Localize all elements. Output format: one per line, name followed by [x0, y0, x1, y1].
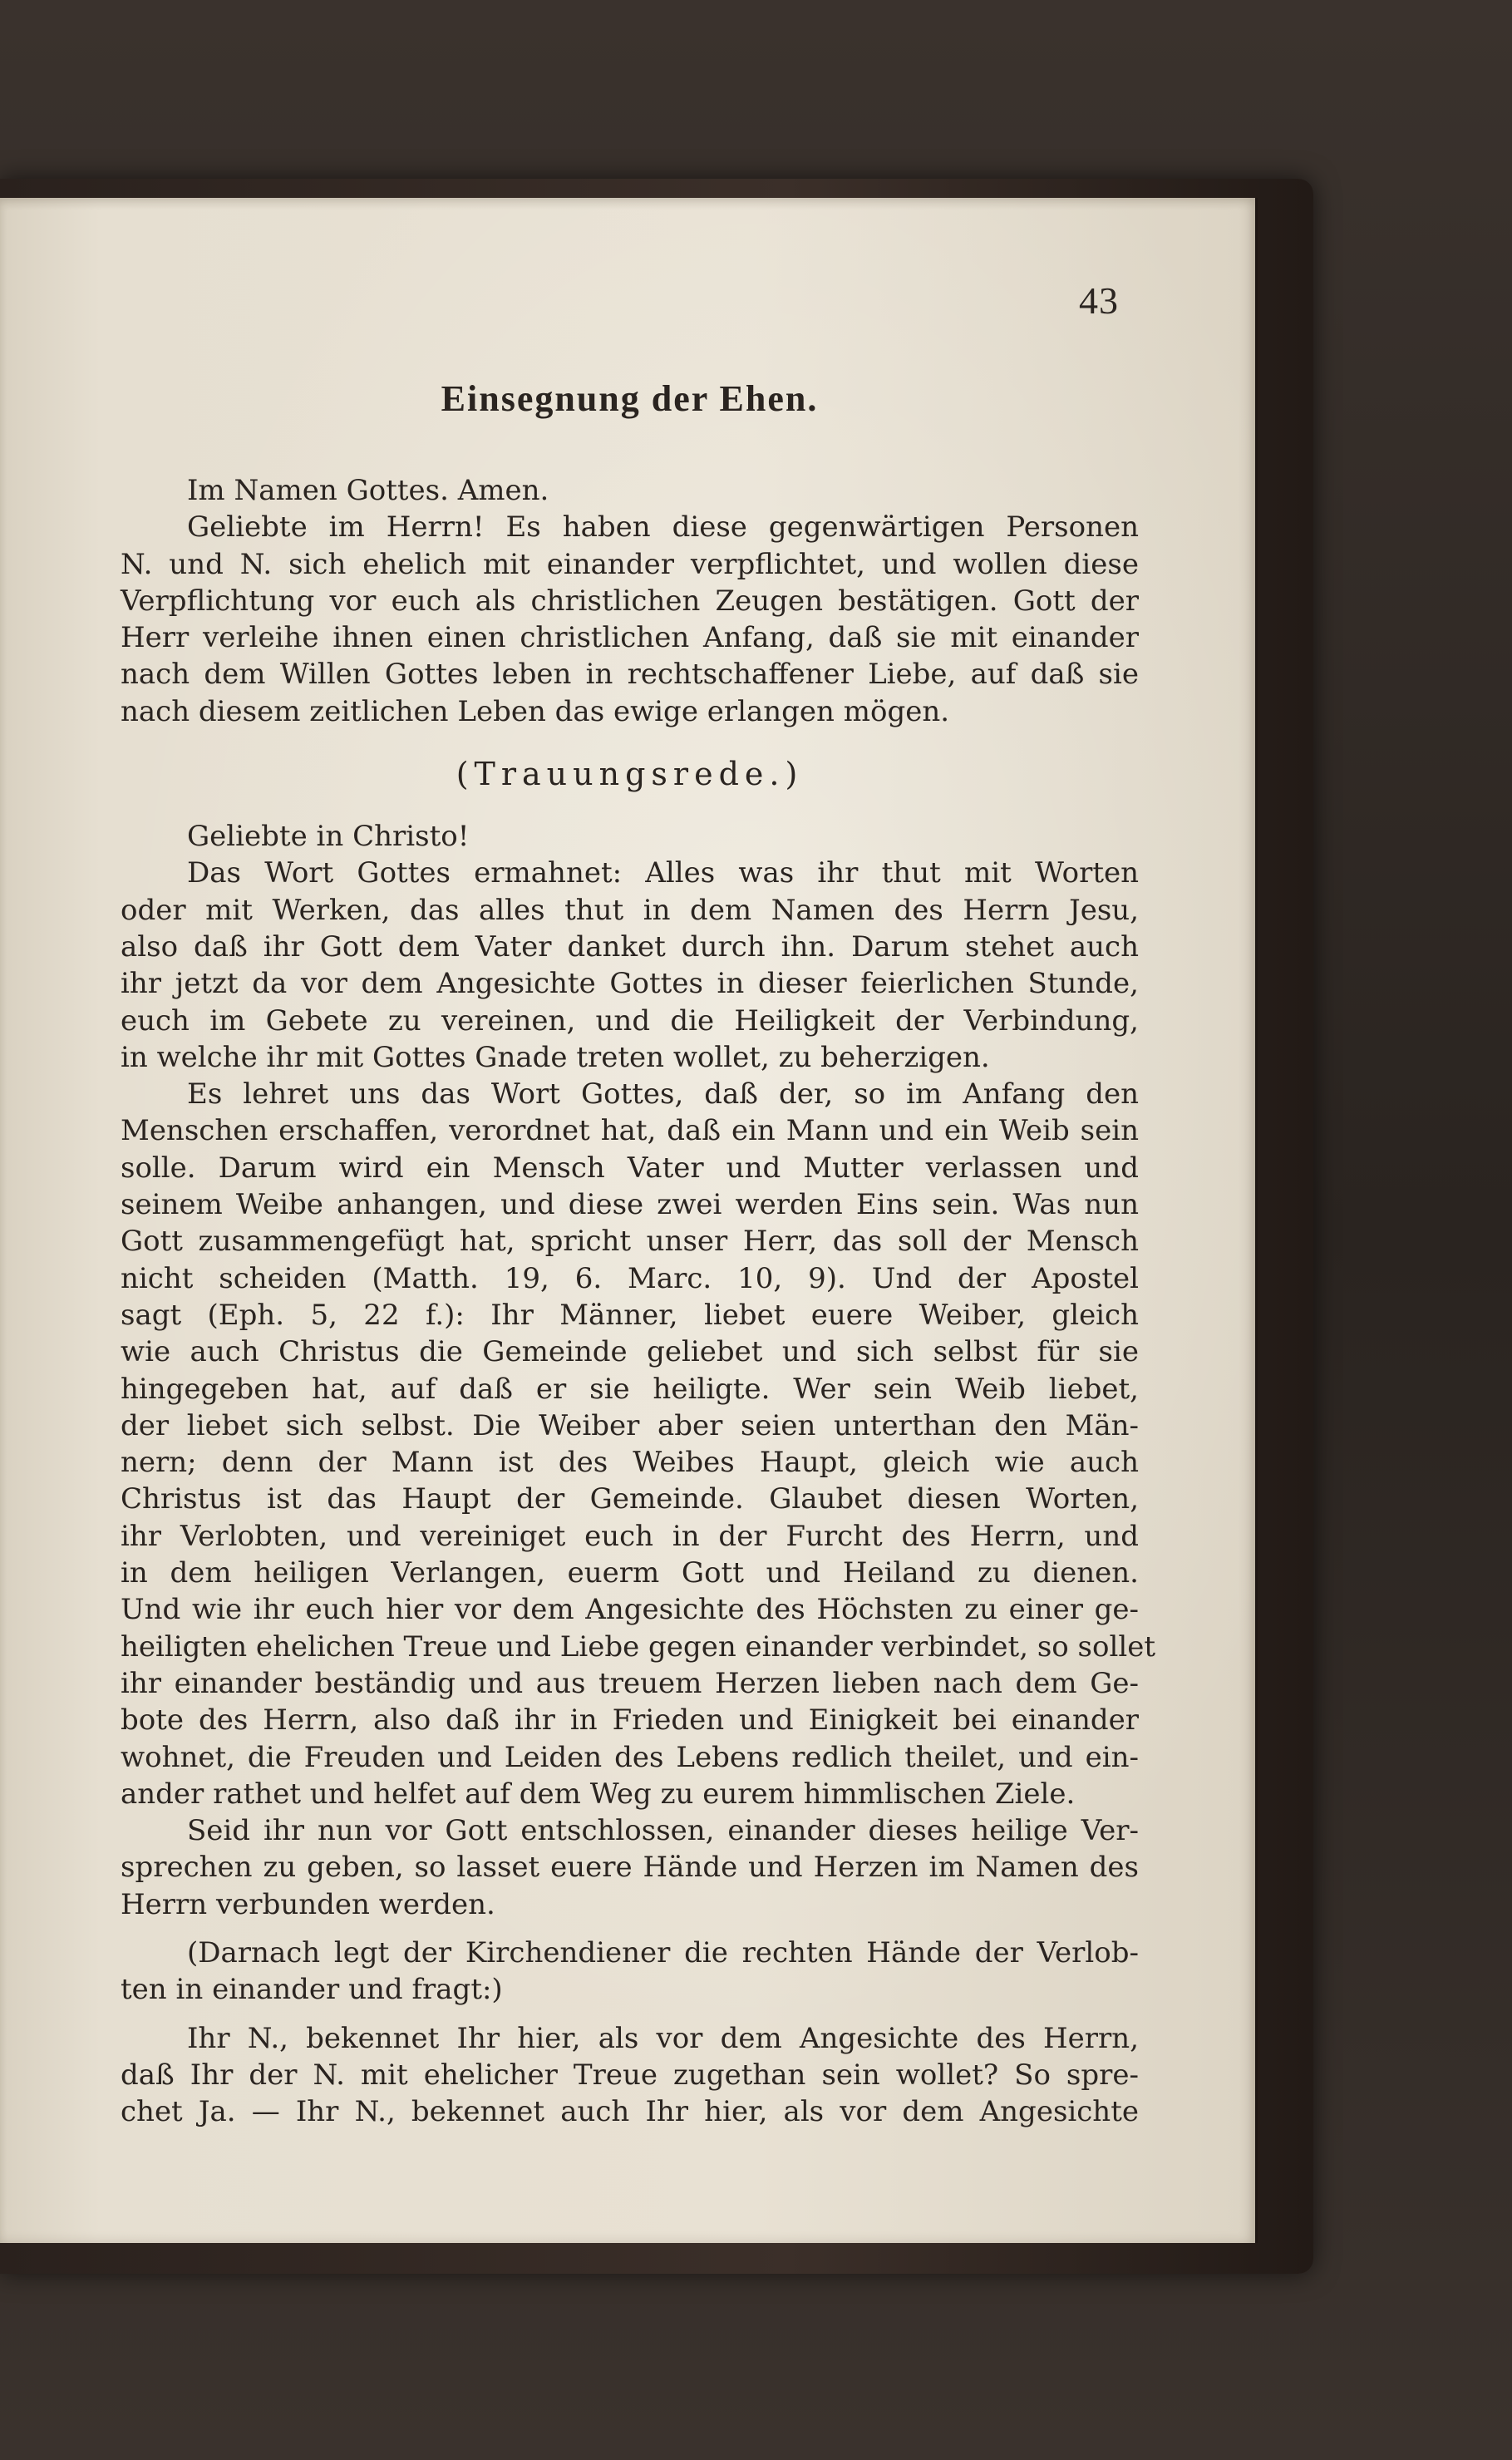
text-line: sprechen zu geben, so lasset euere Hände und Herzen im Namen des: [121, 1851, 1139, 1885]
text-line: (Darnach legt der Kirchendiener die rechten Hände der Verlob-: [187, 1935, 1139, 1969]
text-line: euch im Gebete zu vereinen, und die Heiligkeit der Verbindung,: [121, 1003, 1139, 1038]
text-line: in welche ihr mit Gottes Gnade treten wollet, zu beherzigen.: [121, 1040, 990, 1074]
text-line: heiligten ehelichen Treue und Liebe gegen einander verbindet, so sollet: [121, 1629, 1156, 1664]
text-line: der liebet sich selbst. Die Weiber aber seien unterthan den Män-: [121, 1408, 1139, 1442]
text-line: N. und N. sich ehelich mit einander verpflichtet, und wollen diese: [121, 547, 1139, 581]
text-line: Im Namen Gottes. Amen.: [187, 474, 549, 507]
text-line: Gott zusammengefügt hat, spricht unser Herr, das soll der Mensch: [121, 1225, 1139, 1259]
text-line: sagt (Eph. 5, 22 f.): Ihr Männer, liebet euere Weiber, gleich: [121, 1298, 1139, 1332]
page-text: [121, 374, 1156, 2130]
text-line: Herrn verbunden werden.: [121, 1887, 495, 1921]
text-line: ihr einander beständig und aus treuem Herzen lieben nach dem Ge-: [121, 1666, 1139, 1700]
paragraph-vows: [121, 2020, 1139, 2131]
text-line: Christus ist das Haupt der Gemeinde. Glaubet diesen Worten,: [121, 1482, 1139, 1516]
text-line: Geliebte in Christo!: [187, 820, 470, 854]
text-line: hingegeben hat, auf daß er sie heiligte. Wer sein Weib liebet,: [121, 1372, 1139, 1406]
text-line: nicht scheiden (Matth. 19, 6. Marc. 10, 9). Und der Apostel: [121, 1261, 1139, 1295]
page-number: 43: [1079, 279, 1119, 322]
text-line: wie auch Christus die Gemeinde geliebet und sich selbst für sie: [121, 1335, 1139, 1369]
text-line: Verpflichtung vor euch als christlichen Zeugen bestätigen. Gott der: [121, 584, 1139, 618]
text-line: ander rathet und helfet auf dem Weg zu eurem himmlischen Ziele.: [121, 1777, 1076, 1811]
text-line: Menschen erschaffen, verordnet hat, daß ein Mann und ein Weib sein: [121, 1114, 1139, 1148]
text-line: nern; denn der Mann ist des Weibes Haupt, gleich wie auch: [121, 1446, 1139, 1480]
text-line: daß Ihr der N. mit ehelicher Treue zugethan sein wollet? So spre-: [121, 2058, 1139, 2092]
text-line: Geliebte im Herrn! Es haben diese gegenwärtigen Personen: [187, 510, 1139, 545]
text-line: Es lehret uns das Wort Gottes, daß der, so im Anfang den: [187, 1077, 1139, 1112]
paragraph-opening: [121, 472, 1139, 730]
text-line: solle. Darum wird ein Mensch Vater und Mutter verlassen und: [121, 1151, 1139, 1185]
text-line: nach dem Willen Gottes leben in rechtschaffener Liebe, auf daß sie: [121, 658, 1139, 692]
text-line: bote des Herrn, also daß ihr in Frieden und Einigkeit bei einander: [121, 1703, 1139, 1738]
text-line: ten in einander und fragt:): [121, 1973, 503, 2007]
text-line: seinem Weibe anhangen, und diese zwei werden Eins sein. Was nun: [121, 1188, 1139, 1222]
section-heading: (Trauungsrede.): [456, 756, 804, 793]
spacer: [121, 1923, 1139, 1935]
text-line: ihr jetzt da vor dem Angesichte Gottes in dieser feierlichen Stunde,: [121, 967, 1139, 1001]
text-line: Herr verleihe ihnen einen christlichen Anfang, daß sie mit einander: [121, 621, 1139, 655]
text-line: chet Ja. — Ihr N., bekennet auch Ihr hier, als vor dem Angesichte: [121, 2095, 1139, 2129]
text-line: Seid ihr nun vor Gott entschlossen, einander dieses heilige Ver-: [187, 1814, 1139, 1848]
text-line: Ihr N., bekennet Ihr hier, als vor dem Angesichte des Herrn,: [187, 2021, 1139, 2055]
paragraph-instruction: [121, 1935, 1139, 2009]
page-title: Einsegnung der Ehen.: [441, 378, 819, 419]
text-line: Das Wort Gottes ermahnet: Alles was ihr thut mit Worten: [187, 856, 1139, 890]
text-line: in dem heiligen Verlangen, euerm Gott und Heiland zu dienen.: [121, 1556, 1139, 1590]
paragraph-sermon: [121, 818, 1156, 1923]
text-line: nach diesem zeitlichen Leben das ewige erlangen mögen.: [121, 694, 950, 728]
spacer: [121, 2009, 1139, 2020]
text-line: wohnet, die Freuden und Leiden des Lebens redlich theilet, und ein-: [121, 1740, 1139, 1774]
text-line: Und wie ihr euch hier vor dem Angesichte des Höchsten zu einer ge-: [121, 1593, 1139, 1627]
text-line: also daß ihr Gott dem Vater danket durch ihn. Darum stehet auch: [121, 929, 1139, 964]
text-line: ihr Verlobten, und vereiniget euch in der Furcht des Herrn, und: [121, 1519, 1139, 1553]
text-line: oder mit Werken, das alles thut in dem Namen des Herrn Jesu,: [121, 893, 1139, 927]
